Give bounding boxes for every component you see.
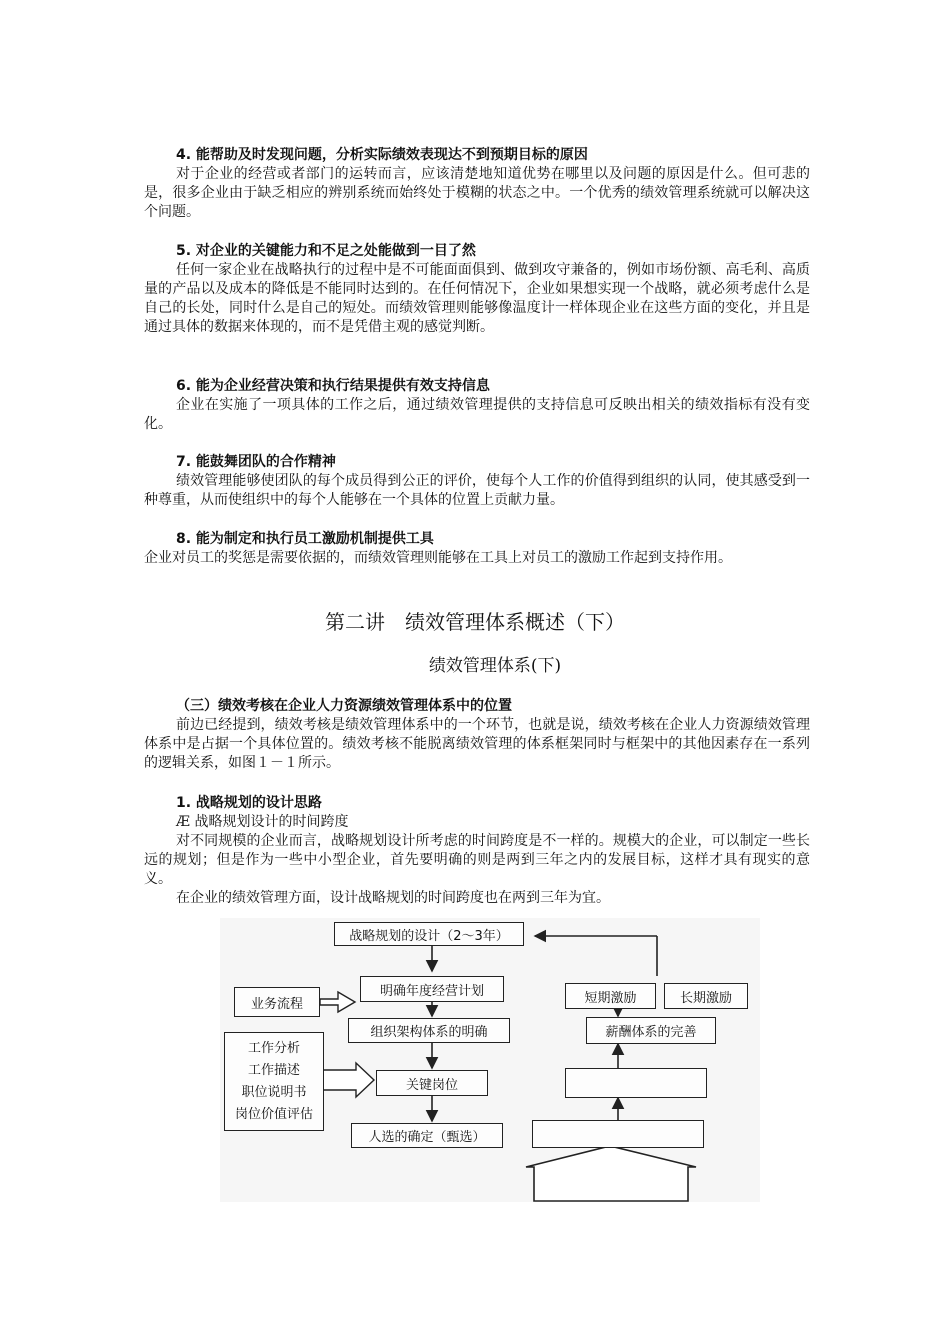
- section-heading: 8. 能为制定和执行员工激励机制提供工具: [176, 531, 434, 547]
- box-strategy-design: 战略规划的设计（2～3年）: [334, 922, 524, 946]
- subsection-paragraph: 对不同规模的企业而言，战略规划设计所考虑的时间跨度是不一样的。规模大的企业，可以制定一些长远的规划；但是作为一些中小型企业，首先要明确的则是两到三年之内的发展目标，这样才具有现实的意义。: [144, 833, 810, 887]
- section-heading: （三）绩效考核在企业人力资源绩效管理体系中的位置: [176, 698, 512, 714]
- section-6: [144, 377, 810, 434]
- section-heading: 7. 能鼓舞团队的合作精神: [176, 454, 336, 470]
- section-3: [144, 697, 810, 773]
- flowchart-figure: [220, 918, 760, 1202]
- box-empty-2: [532, 1120, 704, 1148]
- section-5: [144, 242, 810, 337]
- section-paragraph: 对于企业的经营或者部门的运转而言，应该清楚地知道优势在哪里以及问题的原因是什么。但可悲的是，很多企业由于缺乏相应的辨别系统而始终处于模糊的状态之中。一个优秀的绩效管理系统就可以解决这个问题。: [144, 166, 810, 220]
- box-key-positions: 关键岗位: [376, 1070, 488, 1096]
- section-8: [144, 530, 810, 568]
- job-analysis-line: 工作分析: [247, 1040, 300, 1056]
- box-long-term-incentive: 长期激励: [664, 983, 748, 1009]
- position-evaluation-line: 岗位价值评估: [234, 1106, 313, 1122]
- section-paragraph: 企业对员工的奖惩是需要依据的，而绩效管理则能够在工具上对员工的激励工作起到支持作用。: [144, 550, 732, 566]
- lecture-subtitle: 绩效管理体系(下): [428, 656, 562, 676]
- section-7: [144, 453, 810, 510]
- bullet-line: Æ 战略规划设计的时间跨度: [176, 814, 349, 830]
- box-annual-plan: 明确年度经营计划: [360, 976, 504, 1002]
- section-paragraph: 绩效管理能够使团队的每个成员得到公正的评价，使每个人工作的价值得到组织的认同，使其感受到一种尊重，从而使组织中的每个人能够在一个具体的位置上贡献力量。: [144, 473, 810, 508]
- box-job-analysis: [224, 1032, 324, 1131]
- section-heading: 4. 能帮助及时发现问题，分析实际绩效表现达不到预期目标的原因: [176, 147, 588, 163]
- box-empty-1: [565, 1068, 707, 1098]
- job-spec-line: 职位说明书: [241, 1084, 307, 1100]
- section-heading: 6. 能为企业经营决策和执行结果提供有效支持信息: [176, 378, 490, 394]
- box-short-term-incentive: 短期激励: [565, 983, 656, 1009]
- section-paragraph: 企业在实施了一项具体的工作之后，通过绩效管理提供的支持信息可反映出相关的绩效指标有没有变化。: [144, 397, 810, 432]
- subsection-paragraph: 在企业的绩效管理方面，设计战略规划的时间跨度也在两到三年为宜。: [176, 890, 610, 906]
- box-org-structure: 组织架构体系的明确: [348, 1018, 510, 1043]
- section-4: [144, 146, 810, 222]
- box-compensation-system: 薪酬体系的完善: [586, 1017, 716, 1044]
- box-business-process: 业务流程: [234, 987, 320, 1017]
- subsection-heading: 1. 战略规划的设计思路: [176, 795, 322, 811]
- box-selection: 人选的确定（甄选）: [351, 1123, 503, 1148]
- lecture-title: 第二讲 绩效管理体系概述（下）: [325, 610, 625, 634]
- section-paragraph: 前边已经提到，绩效考核是绩效管理体系中的一个环节，也就是说，绩效考核在企业人力资源绩效管理体系中是占据一个具体位置的。绩效考核不能脱离绩效管理的体系框架同时与框架中的其他因素存在一系列的逻辑关系，如图１－１所示。: [144, 717, 810, 771]
- section-heading: 5. 对企业的关键能力和不足之处能做到一目了然: [176, 243, 476, 259]
- subsection-1: [144, 794, 810, 908]
- job-description-line: 工作描述: [247, 1062, 300, 1078]
- section-paragraph: 任何一家企业在战略执行的过程中是不可能面面俱到、做到攻守兼备的，例如市场份额、高毛利、高质量的产品以及成本的降低是不能同时达到的。在任何情况下，企业如果想实现一个战略，就必须考虑什么是自己的长处，同时什么是自己的短处。而绩效管理则能够像温度计一样体现企业在这些方面的变化，并且是通过具体的数据来体现的，而不是凭借主观的感觉判断。: [144, 262, 810, 335]
